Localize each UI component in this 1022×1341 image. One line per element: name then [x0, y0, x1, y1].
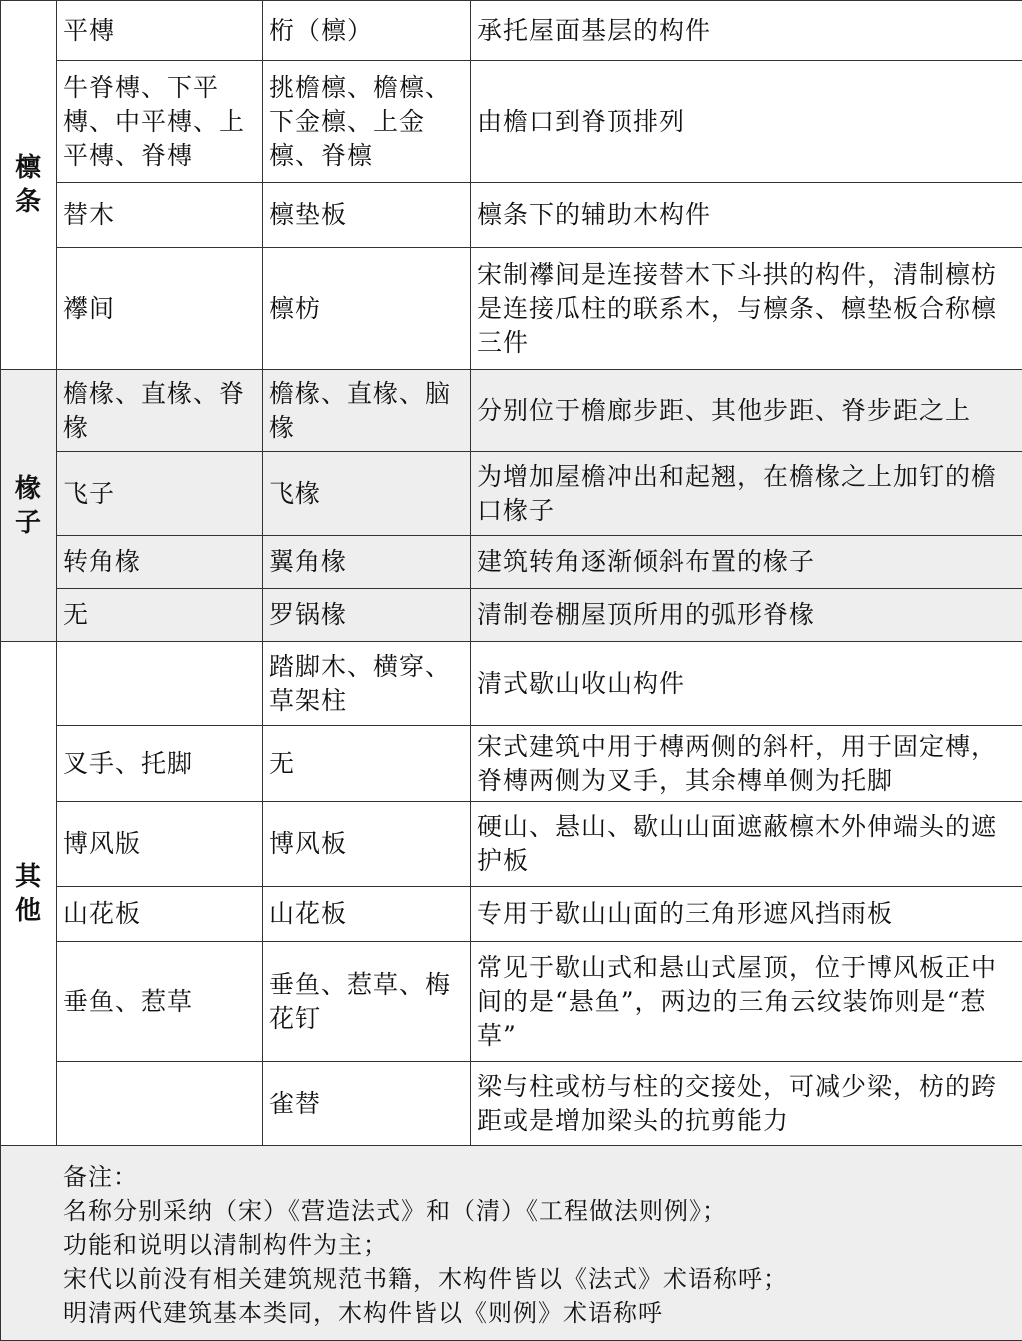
qing-name-cell: 檩垫板 — [263, 183, 471, 248]
description-cell: 清制卷棚屋顶所用的弧形脊椽 — [471, 589, 1022, 642]
qing-name-cell: 罗锅椽 — [263, 589, 471, 642]
song-name-cell — [57, 1062, 263, 1146]
description-cell: 承托屋面基层的构件 — [471, 1, 1022, 61]
table-row — [1, 1, 1022, 61]
song-name-cell: 檐椽、直椽、脊椽 — [57, 370, 263, 452]
description-cell: 为增加屋檐冲出和起翘，在檐椽之上加钉的檐口椽子 — [471, 452, 1022, 536]
note-line: 宋代以前没有相关建筑规范书籍，木构件皆以《法式》术语称呼； — [63, 1262, 1016, 1296]
song-name-cell: 牛脊槫、下平槫、中平槫、上平槫、脊槫 — [57, 61, 263, 183]
song-name-cell: 垂鱼、惹草 — [57, 942, 263, 1062]
description-cell: 宋式建筑中用于槫两侧的斜杆，用于固定槫，脊槫两侧为叉手，其余槫单侧为托脚 — [471, 726, 1022, 802]
description-cell: 专用于歇山山面的三角形遮风挡雨板 — [471, 887, 1022, 942]
song-name-cell: 飞子 — [57, 452, 263, 536]
qing-name-cell: 檐椽、直椽、脑椽 — [263, 370, 471, 452]
song-name-cell: 襻间 — [57, 248, 263, 370]
qing-name-cell: 桁（檩） — [263, 1, 471, 61]
song-name-cell: 山花板 — [57, 887, 263, 942]
table-row — [1, 183, 1022, 248]
table-row — [1, 370, 1022, 452]
description-cell: 由檐口到脊顶排列 — [471, 61, 1022, 183]
note-line: 明清两代建筑基本类同，木构件皆以《则例》术语称呼 — [63, 1296, 1016, 1330]
qing-name-cell: 飞椽 — [263, 452, 471, 536]
song-name-cell: 转角椽 — [57, 536, 263, 589]
description-cell: 梁与柱或枋与柱的交接处，可减少梁，枋的跨距或是增加梁头的抗剪能力 — [471, 1062, 1022, 1146]
notes-heading: 备注： — [63, 1160, 1016, 1194]
song-name-cell: 替木 — [57, 183, 263, 248]
song-name-cell: 叉手、托脚 — [57, 726, 263, 802]
description-cell: 常见于歇山式和悬山式屋顶，位于博风板正中间的是“悬鱼”，两边的三角云纹装饰则是“惹草” — [471, 942, 1022, 1062]
table-row — [1, 942, 1022, 1062]
description-cell: 硬山、悬山、歇山山面遮蔽檩木外伸端头的遮护板 — [471, 802, 1022, 887]
table-row — [1, 61, 1022, 183]
description-cell: 分别位于檐廊步距、其他步距、脊步距之上 — [471, 370, 1022, 452]
table-row — [1, 887, 1022, 942]
table-row — [1, 452, 1022, 536]
qing-name-cell: 挑檐檩、檐檩、下金檩、上金檩、脊檩 — [263, 61, 471, 183]
qing-name-cell: 翼角椽 — [263, 536, 471, 589]
table-row — [1, 642, 1022, 726]
note-line: 功能和说明以清制构件为主； — [63, 1228, 1016, 1262]
category-cell-lintiao: 檩 条 — [1, 1, 57, 370]
qing-name-cell: 博风板 — [263, 802, 471, 887]
qing-name-cell: 檩枋 — [263, 248, 471, 370]
table-row — [1, 589, 1022, 642]
table-row — [1, 802, 1022, 887]
qing-name-cell: 雀替 — [263, 1062, 471, 1146]
qing-name-cell: 踏脚木、横穿、草架柱 — [263, 642, 471, 726]
description-cell: 宋制襻间是连接替木下斗拱的构件，清制檩枋是连接瓜柱的联系木，与檩条、檩垫板合称檩三件 — [471, 248, 1022, 370]
table-row — [1, 248, 1022, 370]
table-row — [1, 1062, 1022, 1146]
qing-name-cell: 山花板 — [263, 887, 471, 942]
notes-cell — [1, 1146, 1022, 1341]
song-name-cell — [57, 642, 263, 726]
song-name-cell: 无 — [57, 589, 263, 642]
notes-row — [1, 1146, 1022, 1341]
note-line: 名称分别采纳（宋）《营造法式》和（清）《工程做法则例》； — [63, 1194, 1016, 1228]
qing-name-cell: 无 — [263, 726, 471, 802]
description-cell: 建筑转角逐渐倾斜布置的椽子 — [471, 536, 1022, 589]
description-cell: 檩条下的辅助木构件 — [471, 183, 1022, 248]
description-cell: 清式歇山收山构件 — [471, 642, 1022, 726]
category-cell-qita: 其 他 — [1, 642, 57, 1146]
table-row — [1, 726, 1022, 802]
song-name-cell: 平槫 — [57, 1, 263, 61]
category-cell-chuanzi: 椽 子 — [1, 370, 57, 642]
qing-name-cell: 垂鱼、惹草、梅花钉 — [263, 942, 471, 1062]
table-row — [1, 536, 1022, 589]
song-name-cell: 博风版 — [57, 802, 263, 887]
